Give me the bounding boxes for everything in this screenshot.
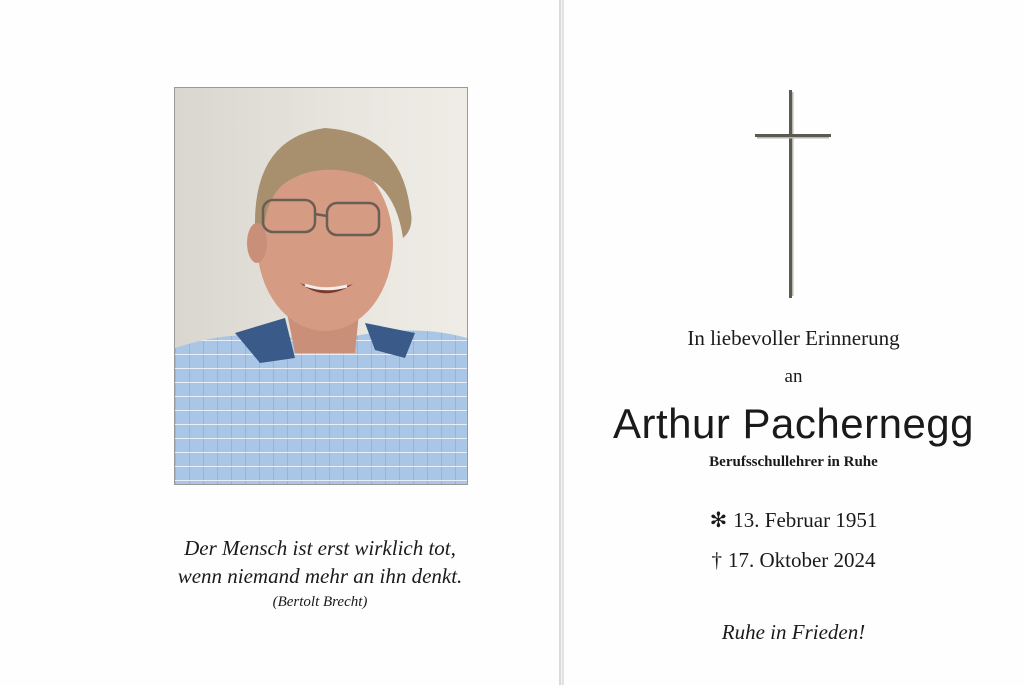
memory-line: In liebevoller Erinnerung xyxy=(687,326,900,350)
portrait-photo xyxy=(174,87,468,485)
death-date-line xyxy=(563,548,1024,573)
quote-line-1: Der Mensch ist erst wirklich tot, xyxy=(184,536,456,560)
occupation: Berufsschullehrer in Ruhe xyxy=(709,454,878,470)
quote-author: (Bertolt Brecht) xyxy=(272,594,368,610)
cross-icon xyxy=(755,90,831,298)
birth-star-icon: ✻ xyxy=(709,508,728,532)
birth-date: 13. Februar 1951 xyxy=(733,508,878,532)
an-line: an xyxy=(784,366,803,387)
death-date: 17. Oktober 2024 xyxy=(727,548,876,572)
quote-line-2: wenn niemand mehr an ihn denkt. xyxy=(177,564,463,588)
deceased-name: Arthur Pachernegg xyxy=(612,400,975,447)
closing-line: Ruhe in Frieden! xyxy=(721,620,866,644)
death-dagger-icon: † xyxy=(711,548,722,572)
birth-date-line xyxy=(563,508,1024,533)
